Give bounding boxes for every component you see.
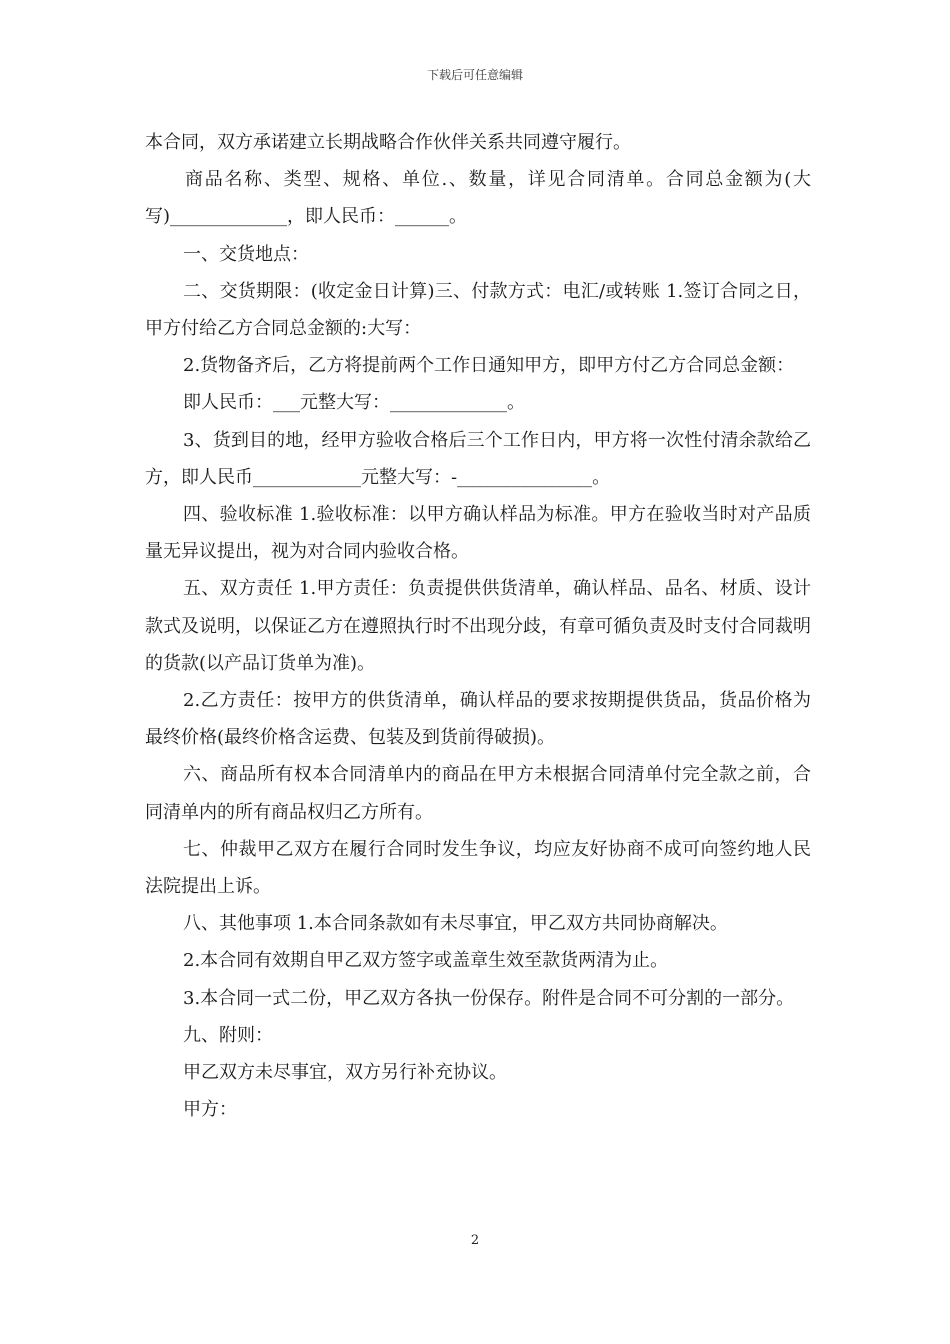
- paragraph-other-1: 八、其他事项 1.本合同条款如有未尽事宜，甲乙双方共同协商解决。: [183, 913, 728, 935]
- paragraph-party-a-sign: 甲方：: [183, 1099, 237, 1121]
- paragraph-goods-amount: 商品名称、类型、规格、单位.、数量，详见合同清单。合同总金额为(大写)_____________，即人民币：______。: [145, 169, 811, 228]
- paragraph-party-a-duty: 五、双方责任 1.甲方责任：负责提供供货清单，确认样品、品名、材质、设计款式及说明，以保证乙方在遵照执行时不出现分歧，有章可循负责及时支付合同裁明的货款(以产品订货单为准)。: [145, 578, 811, 674]
- paragraph-other-3: 3.本合同一式二份，甲乙双方各执一份保存。附件是合同不可分割的一部分。: [183, 987, 795, 1009]
- page-number: 2: [470, 1233, 480, 1248]
- paragraph-appendix: 九、附则：: [183, 1024, 273, 1046]
- paragraph-rmb-amount: 即人民币：___元整大写：_____________。: [183, 392, 525, 414]
- paragraph-ownership: 六、商品所有权本合同清单内的商品在甲方未根据合同清单付完全款之前，合同清单内的所有商品权归乙方所有。: [145, 764, 811, 823]
- contract-body: [145, 124, 811, 1128]
- paragraph-acceptance: 四、验收标准 1.验收标准：以甲方确认样品为标准。甲方在验收当时对产品质量无异议提出，视为对合同内验收合格。: [145, 504, 811, 563]
- paragraph-delivery-payment: 二、交货期限：(收定金日计算)三、付款方式：电汇/或转账 1.签订合同之日，甲方付给乙方合同总金额的:大写：: [145, 280, 811, 340]
- page-header: 下载后可任意编辑: [426, 68, 523, 82]
- paragraph-arbitration: 七、仲裁甲乙双方在履行合同时发生争议，均应友好协商不成可向签约地人民法院提出上诉。: [145, 838, 811, 898]
- paragraph-payment-3: 3、货到目的地，经甲方验收合格后三个工作日内，甲方将一次性付清余款给乙方，即人民币____________元整大写：-_______________。: [145, 429, 811, 488]
- paragraph-supplement: 甲乙双方未尽事宜，双方另行补充协议。: [183, 1062, 507, 1084]
- paragraph-party-b-duty: 2.乙方责任：按甲方的供货清单，确认样品的要求按期提供货品，货品价格为最终价格(最终价格含运费、包装及到货前得破损)。: [145, 690, 811, 749]
- paragraph-other-2: 2.本合同有效期自甲乙双方签字或盖章生效至款货两清为止。: [183, 950, 669, 972]
- paragraph-payment-2: 2.货物备齐后，乙方将提前两个工作日通知甲方，即甲方付乙方合同总金额：: [183, 355, 795, 377]
- paragraph-commitment: 本合同，双方承诺建立长期战略合作伙伴关系共同遵守履行。: [145, 132, 631, 153]
- paragraph-delivery-location: 一、交货地点：: [183, 243, 309, 265]
